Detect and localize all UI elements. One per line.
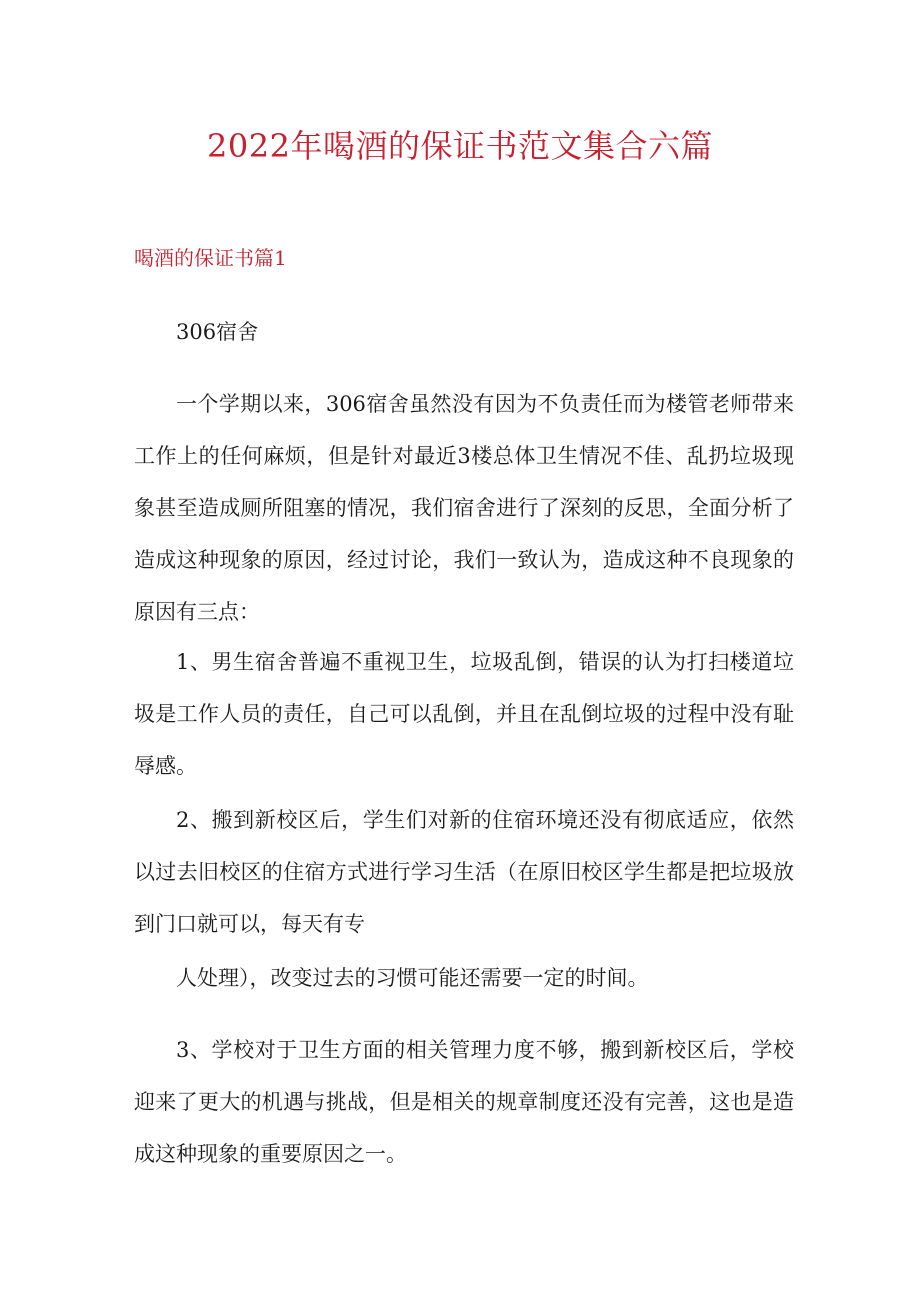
document-title: 2022年喝酒的保证书范文集合六篇 <box>207 127 713 165</box>
paragraph-intro: 一个学期以来，306宿舍虽然没有因为不负责任而为楼管老师带来工作上的任何麻烦，但是针对最近3楼总体卫生情况不佳、乱扔垃圾现象甚至造成厕所阻塞的情况，我们宿舍进行了深刻的反思，全面分析了造成这种现象的原因，经过讨论，我们一致认为，造成这种不良现象的原因有三点： <box>134 392 794 624</box>
paragraph-reason-1: 1、男生宿舍普遍不重视卫生，垃圾乱倒，错误的认为打扫楼道垃圾是工作人员的责任，自己可以乱倒，并且在乱倒垃圾的过程中没有耻辱感。 <box>134 650 794 778</box>
section-heading: 喝酒的保证书篇1 <box>134 246 287 270</box>
paragraph-reason-2-continued: 人处理），改变过去的习惯可能还需要一定的时间。 <box>176 966 649 990</box>
paragraph-reason-2: 2、搬到新校区后，学生们对新的住宿环境还没有彻底适应，依然以过去旧校区的住宿方式进行学习生活（在原旧校区学生都是把垃圾放到门口就可以，每天有专 <box>134 808 794 936</box>
paragraph-dorm: 306宿舍 <box>176 320 259 344</box>
paragraph-reason-3: 3、学校对于卫生方面的相关管理力度不够，搬到新校区后，学校迎来了更大的机遇与挑战，但是相关的规章制度还没有完善，这也是造成这种现象的重要原因之一。 <box>134 1038 794 1166</box>
